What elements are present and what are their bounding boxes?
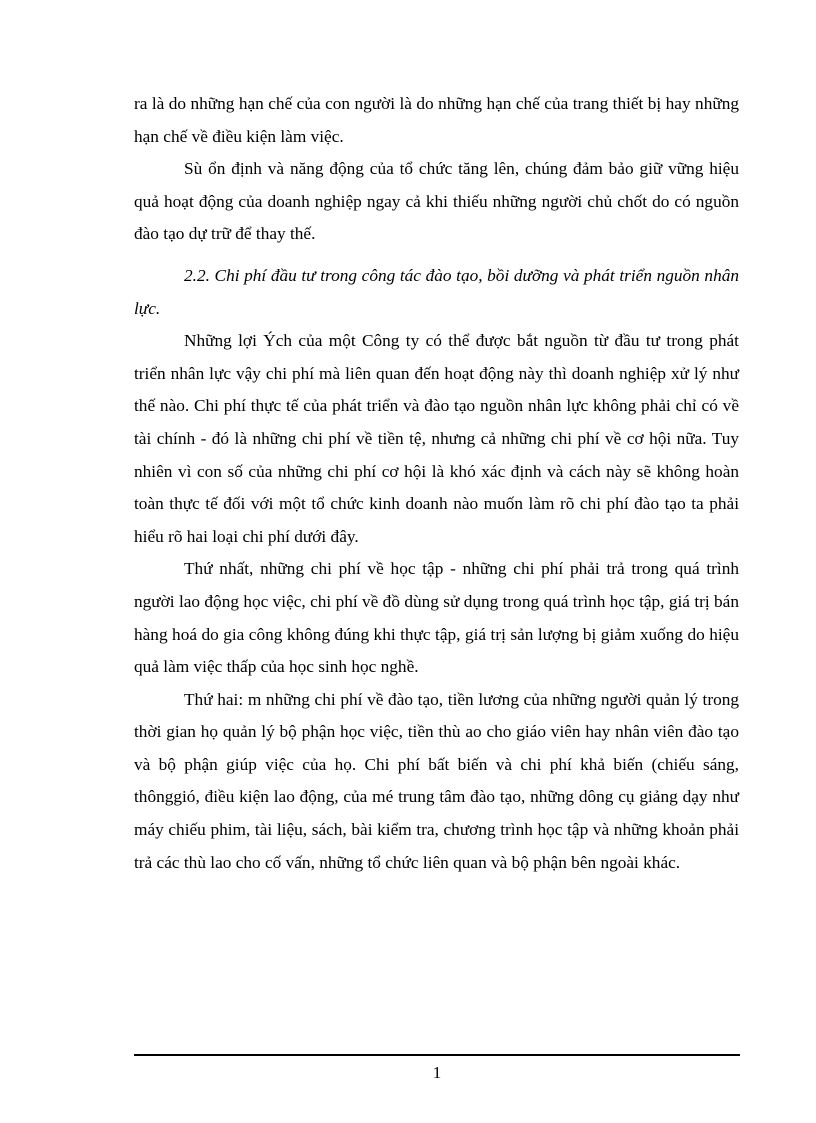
page-body: [134, 88, 739, 879]
paragraph-benefits-costs: Những lợi Ých của một Công ty có thể được bắt nguồn từ đầu tư trong phát triển nhân lực vậy chi phí mà liên quan đến hoạt động này thì doanh nghiệp xử lý như thế nào. Chi phí thực tế của phát triển và đào tạo nguồn nhân lực không phải chỉ có về tài chính - đó là những chi phí về tiền tệ, nhưng cả những chi phí về cơ hội nữa. Tuy nhiên vì con số của những chi phí cơ hội là khó xác định và cách này sẽ không hoàn toàn thực tế đối với một tổ chức kinh doanh nào muốn làm rõ chi phí đào tạo ta phải hiểu rõ hai loại chi phí dưới đây.: [134, 331, 739, 546]
paragraph-second-costs: Thứ hai: m những chi phí về đào tạo, tiền lương của những người quản lý trong thời gian họ quản lý bộ phận học việc, tiền thù ao cho giáo viên hay nhân viên đào tạo và bộ phận giúp việc của họ. Chi phí bất biến và chi phí khả biến (chiếu sáng, thônggió, điều kiện lao động, của mé trung tâm đào tạo, những dông cụ giảng dạy như máy chiếu phim, tài liệu, sách, bài kiểm tra, chương trình học tập và những khoản phải trả các thù lao cho cố vấn, những tổ chức liên quan và bộ phận bên ngoài khác.: [134, 689, 739, 872]
footer-divider: [134, 1054, 740, 1056]
paragraph-continuation: ra là do những hạn chế của con người là do những hạn chế của trang thiết bị hay những hạn chế về điều kiện làm việc.: [134, 94, 739, 146]
paragraph-stability: Sù ổn định và năng động của tổ chức tăng lên, chúng đảm bảo giữ vững hiệu quả hoạt động của doanh nghiệp ngay cả khi thiếu những người chủ chốt do có nguồn đào tạo dự trữ để thay thế.: [134, 159, 739, 244]
section-heading: 2.2. Chi phí đầu tư trong công tác đào tạo, bồi dưỡng và phát triển nguồn nhân lực.: [134, 265, 739, 318]
page-number: 1: [432, 1063, 442, 1082]
paragraph-first-costs: Thứ nhất, những chi phí về học tập - những chi phí phải trả trong quá trình người lao động học việc, chi phí về đồ dùng sử dụng trong quá trình học tập, giá trị bán hàng hoá do gia công không đúng khi thực tập, giá trị sản lượng bị giảm xuống do hiệu quả làm việc thấp của học sinh học nghề.: [134, 559, 739, 677]
